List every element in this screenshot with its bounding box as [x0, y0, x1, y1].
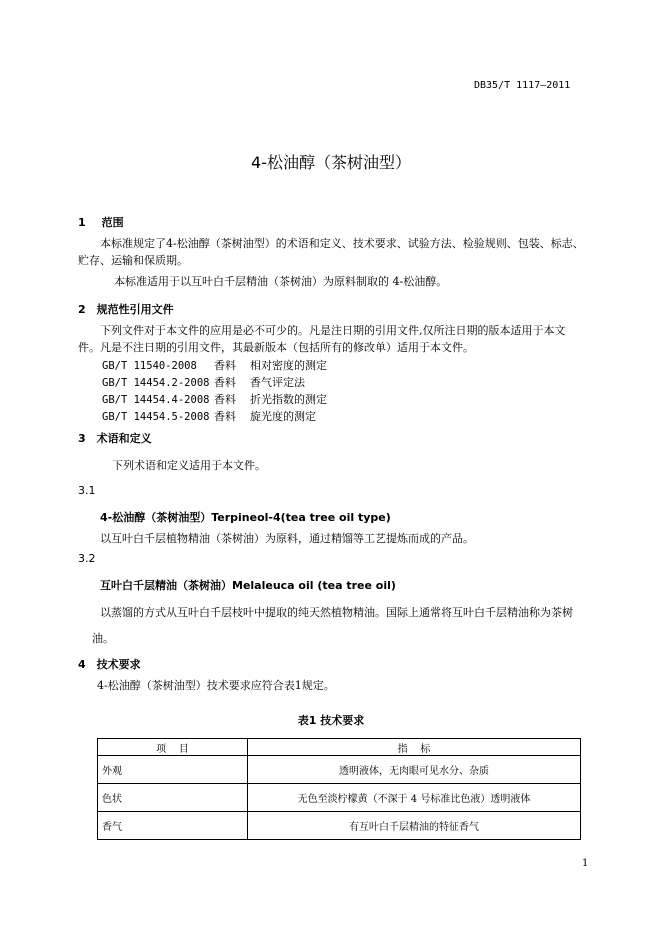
- reference-category: 香料: [214, 393, 236, 406]
- section-title: 规范性引用文件: [96, 303, 174, 316]
- reference-name: 折光指数的测定: [250, 393, 327, 406]
- row-item: 外观: [98, 756, 248, 784]
- section-title: 范围: [101, 216, 124, 229]
- row-value: 透明液体，无肉眼可见水分、杂质: [248, 756, 581, 784]
- column-header-item: 项 目: [98, 739, 248, 756]
- section-title: 技术要求: [96, 658, 141, 671]
- term-definition-line1: 以蒸馏的方式从互叶白千层枝叶中提取的纯天然植物精油。国际上通常将互叶白千层精油称为茶树: [100, 606, 573, 619]
- tech-intro: 4-松油醇（茶树油型）技术要求应符合表1规定。: [97, 679, 335, 692]
- reference-item: [102, 408, 316, 424]
- reference-item: [102, 391, 327, 407]
- row-item: 色状: [98, 784, 248, 812]
- term-number: 3.2: [78, 552, 96, 565]
- reference-code: GB/T 11540-2008: [102, 360, 197, 372]
- term-title: 4-松油醇（茶树油型）Terpineol-4(tea tree oil type): [100, 511, 391, 524]
- reference-category: 香料: [214, 359, 236, 372]
- document-title: 4-松油醇（茶树油型）: [251, 153, 411, 172]
- section-3-heading: [78, 430, 152, 446]
- column-header-value: 指 标: [248, 739, 581, 756]
- reference-item: [102, 357, 327, 373]
- section-1-heading: [78, 214, 124, 230]
- term-definition-line2: 油。: [92, 632, 114, 645]
- normative-paragraph-line2: 件。凡是不注日期的引用文件，其最新版本（包括所有的修改单）适用于本文件。: [78, 341, 474, 354]
- term-number: 3.1: [78, 484, 96, 497]
- table-row: [98, 784, 581, 812]
- scope-paragraph-line1: 本标准规定了4-松油醇（茶树油型）的术语和定义、技术要求、试验方法、检验规则、包装、标志、: [100, 237, 584, 250]
- row-item: 香气: [98, 812, 248, 840]
- table-caption: 表1 技术要求: [297, 714, 365, 727]
- reference-code: GB/T 14454.5-2008: [102, 411, 210, 423]
- term-title: 互叶白千层精油（茶树油）Melaleuca oil (tea tree oil): [100, 579, 396, 592]
- page-number: 1: [582, 858, 589, 869]
- section-2-heading: [78, 301, 174, 317]
- term-definition: 以互叶白千层植物精油（茶树油）为原料，通过精馏等工艺提炼而成的产品。: [100, 532, 474, 545]
- section-title: 术语和定义: [96, 432, 152, 445]
- row-value: 有互叶白千层精油的特征香气: [248, 812, 581, 840]
- technical-requirements-table: [97, 738, 581, 840]
- standard-code: DB35/T 1117—2011: [474, 80, 571, 91]
- reference-category: 香料: [214, 376, 236, 389]
- section-4-heading: [78, 656, 141, 672]
- reference-name: 香气评定法: [250, 376, 305, 389]
- reference-item: [102, 374, 305, 390]
- normative-paragraph-line1: 下列文件对于本文件的应用是必不可少的。凡是注日期的引用文件,仅所注日期的版本适用于本文: [100, 324, 566, 337]
- reference-code: GB/T 14454.2-2008: [102, 377, 210, 389]
- section-number: 4: [78, 658, 86, 671]
- reference-name: 旋光度的测定: [250, 410, 316, 423]
- section-number: 2: [78, 303, 86, 316]
- row-value: 无色至淡柠檬黄（不深于 4 号标准比色液）透明液体: [248, 784, 581, 812]
- scope-paragraph-2: 本标准适用于以互叶白千层精油（茶树油）为原料制取的 4-松油醇。: [114, 275, 448, 288]
- reference-code: GB/T 14454.4-2008: [102, 394, 210, 406]
- table-row: [98, 812, 581, 840]
- reference-category: 香料: [214, 410, 236, 423]
- table-header-row: [98, 739, 581, 756]
- scope-paragraph-line2: 贮存、运输和保质期。: [78, 254, 188, 267]
- terms-intro: 下列术语和定义适用于本文件。: [112, 459, 266, 472]
- table-row: [98, 756, 581, 784]
- section-number: 1: [78, 216, 86, 229]
- section-number: 3: [78, 432, 86, 445]
- reference-name: 相对密度的测定: [250, 359, 327, 372]
